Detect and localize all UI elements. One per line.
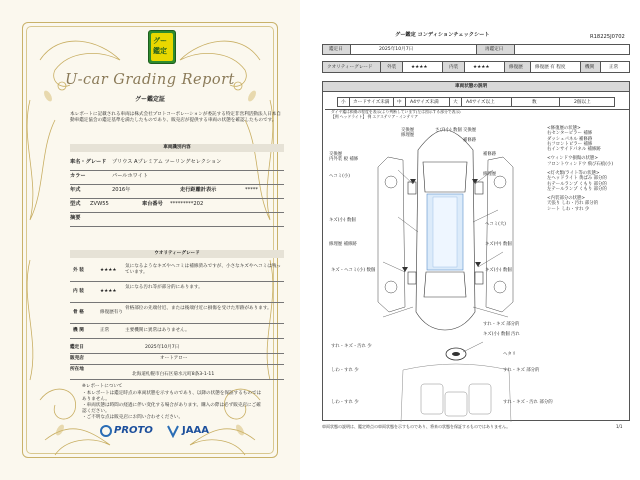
grade-stars: 修復歴有り xyxy=(100,310,123,315)
vehicle-row-value: 2016年 xyxy=(112,187,131,193)
date-row xyxy=(322,44,630,55)
page-number: 1/1 xyxy=(616,424,623,429)
interior-item: 天張り しわ・汚れ 部分的 xyxy=(547,201,599,207)
appraisal-date-row xyxy=(70,344,284,354)
damage-label: 修理歴 xyxy=(401,133,415,138)
damage-label: しわ・すれ 少 xyxy=(331,400,359,405)
dealer-row xyxy=(70,355,284,365)
size-label: 大 xyxy=(453,99,458,105)
remark-item: ・車両状態は時間の経過に伴い変化する場合があります。購入の際は必ず販売店にご確認ください。 xyxy=(82,403,261,414)
qg-label: クオリティーグレード xyxy=(327,64,373,70)
repair-label: 修復歴 xyxy=(509,64,523,70)
exterior-stars: ★★★★ xyxy=(411,64,428,70)
remark-item: ・ご不明な点は販売店にお問い合わせください。 xyxy=(82,415,184,420)
logo-text-top: グー xyxy=(153,37,167,45)
grade-key: 骨 格 xyxy=(73,310,84,315)
size-label: 中 xyxy=(397,99,402,105)
exterior-label: 外装 xyxy=(387,64,397,70)
damage-label: 交換歴 xyxy=(329,152,343,157)
remarks-heading: ※レポートについて xyxy=(82,384,123,389)
vehicle-row-key: 年式 xyxy=(70,187,81,193)
jaaa-logo-icon xyxy=(166,424,180,438)
damage-label: 補修跡 xyxy=(463,138,477,143)
certificate-title: U-car Grading Report xyxy=(65,72,235,88)
address-row xyxy=(70,366,284,380)
count-label: 数 xyxy=(532,99,537,105)
grade-stars: ★★★★ xyxy=(100,268,117,273)
damage-label: キズ(中) 数個 xyxy=(485,242,512,247)
interior-label: 内装 xyxy=(449,64,459,70)
remark-item: ・本レポートは鑑定時点の車両状態を示すものであり、以降の状態を保証するものではありません。 xyxy=(82,391,262,402)
lights-item: 左テールランプ くもり 部分的 xyxy=(547,186,607,192)
repair-item: 右インサイドパネル 補修跡 xyxy=(547,147,601,153)
grade-note: 主要機関に異常はありません。 xyxy=(125,328,190,333)
vehicle-row-key: カラー xyxy=(70,173,86,179)
size-desc: カードサイズ未満 xyxy=(353,99,390,105)
address-value: 北海道札幌市白石区菊水元町8条3-1-11 xyxy=(132,372,215,377)
appraisal-date-label: 鑑定日 xyxy=(329,47,343,52)
damage-label: 交換歴 xyxy=(463,128,477,133)
proto-logo: PROTO xyxy=(114,425,153,436)
damage-label: 修理歴 xyxy=(483,172,497,177)
vehicle-row-key: 車名・グレード xyxy=(70,159,107,165)
damage-label: 修理歴 補修跡 xyxy=(329,242,357,247)
jaaa-logo: JAAA xyxy=(182,425,209,436)
chassis-label: 車台番号 xyxy=(142,201,163,207)
repair-item: 右センターピラー 補修 xyxy=(547,131,593,137)
lights-item: 左ヘッドライト 黄ばみ 部分的 xyxy=(547,176,607,182)
notes-line2: 【例 ヘッドライト】 例 エクステリア・インテリア xyxy=(331,114,418,119)
grade-key: 機 関 xyxy=(73,328,84,333)
damage-label: ヘタリ xyxy=(503,352,517,357)
damage-label: キズ(小) 数個 汚れ xyxy=(483,332,520,337)
repair-item: ダッシュパネル 補修跡 xyxy=(547,136,593,142)
vehicle-row-value: パールホワイト xyxy=(112,173,149,179)
interior-item: シート しわ・すれ 少 xyxy=(547,206,590,212)
lights-item: 右テールランプ くもり 部分的 xyxy=(547,181,607,187)
engine-label: 機関 xyxy=(585,64,595,70)
mileage-value: ***** xyxy=(245,187,258,193)
date-label: 鑑定日 xyxy=(70,345,84,350)
damage-label: キズ(小) 数個 xyxy=(329,218,356,223)
appraisal-date: 2025年10月7日 xyxy=(379,47,414,52)
grade-row-interior xyxy=(70,283,284,303)
grade-stars: ★★★★ xyxy=(100,289,117,294)
grade-row-frame xyxy=(70,304,284,324)
notes-line1: ダイヤ鑑は損傷の程度を表示(より判断しています)左は図示する部分で表示) xyxy=(331,109,461,114)
damage-label: すれ・キズ・汚れ 少 xyxy=(331,344,372,349)
vehicle-row-value: プリウス Aプレミアム ツーリングセレクション xyxy=(112,159,222,165)
damage-label: さび(小) 数個 xyxy=(435,128,462,133)
grade-key: 内 装 xyxy=(73,289,84,294)
logo-text-bottom: 鑑定 xyxy=(153,47,167,55)
vehicle-section-heading: 車両識別内容 xyxy=(70,144,284,152)
sheet-title: グー鑑定 コンディションチェックシート xyxy=(395,32,490,38)
grade-row-exterior xyxy=(70,262,284,282)
grading-certificate xyxy=(0,0,300,480)
footer-note: 車両状態の説明は、鑑定時点の車両状態を示すものであり、将来の状態を保証するものではありません。 xyxy=(322,424,511,429)
grade-key: 外 装 xyxy=(73,268,84,273)
lights-heading: <灯火類/ライト等の状態> xyxy=(547,170,600,176)
damage-label: キズ(小) 数個 xyxy=(485,268,512,273)
vehicle-row-model xyxy=(70,200,284,213)
renewal-label: 再鑑定日 xyxy=(485,47,504,52)
damage-label: ヘコミ(小) xyxy=(329,174,350,179)
repair-value: 修復歴 有 程度 xyxy=(535,64,566,70)
interior-heading: <内装部分の状態> xyxy=(547,196,586,202)
size-desc: A4サイズ未満 xyxy=(410,99,439,105)
quality-grade-row xyxy=(322,61,630,73)
interior-stars: ★★★★ xyxy=(473,64,490,70)
damage-label: すれ・キズ 部分的 xyxy=(503,368,540,373)
grade-note: 気になる汚れ等が部分的にあります。 xyxy=(125,285,203,290)
vehicle-status-panel xyxy=(322,81,630,421)
certificate-intro: 本レポートに記載される車両は株式会社プロトコーポレーションが委託する特定非営利活動法人日本自動車鑑定協会の鑑定基準を満たしたものであり、販売店が提供する車両の状態を確認したものです。 xyxy=(70,112,281,124)
certificate-subtitle: グー鑑定証 xyxy=(134,96,165,103)
wiper-heading: <ウィンドウ損傷の状態> xyxy=(547,156,599,162)
chassis-value: *********202 xyxy=(170,201,204,207)
dealer-label: 販売店 xyxy=(70,356,84,361)
damage-label: ヘコミ(大) xyxy=(485,222,506,227)
status-heading: 車両状態の説明 xyxy=(455,84,488,89)
vehicle-row-key: 摘要 xyxy=(70,215,81,221)
goo-kantei-logo xyxy=(148,30,176,64)
size-label: 小 xyxy=(341,99,346,105)
condition-check-sheet xyxy=(300,0,640,480)
damage-label: 補修跡 xyxy=(483,152,497,157)
grade-note: 気になるようなキズやヘコミは補修済みですが、小さなキズやヘコミは残っています。 xyxy=(125,264,282,275)
grade-stars: 正常 xyxy=(100,328,110,333)
vehicle-row-year xyxy=(70,186,284,199)
damage-label: 交換歴 xyxy=(401,128,415,133)
vehicle-row-key: 型式 xyxy=(70,201,81,207)
repair-heading: <修復歴の状態> xyxy=(547,126,581,131)
date-value: 2025年10月7日 xyxy=(145,345,180,350)
damage-label: すれ・キズ 部分的 xyxy=(483,322,520,327)
grade-row-engine xyxy=(70,325,284,339)
vehicle-row-name xyxy=(70,158,284,171)
damage-label: 内外装 板 補修 xyxy=(329,157,359,162)
mileage-label: 走行距離計表示 xyxy=(180,187,217,193)
size-scale xyxy=(337,97,615,107)
sheet-code: R18225J0702 xyxy=(590,34,625,40)
proto-logo-icon xyxy=(100,425,112,437)
size-desc: A4サイズ以上 xyxy=(466,99,495,105)
count-value: 2個以上 xyxy=(574,99,591,105)
grade-section-heading: ウオリティーグレード xyxy=(70,250,284,258)
vehicle-row-remarks xyxy=(70,214,284,227)
repair-item: 右フロントピラー 補修 xyxy=(547,141,593,147)
engine-value: 正常 xyxy=(609,64,619,70)
damage-label: すれ・キズ・汚れ 部分的 xyxy=(503,400,553,405)
address-label: 所在地 xyxy=(70,367,84,372)
vehicle-row-color xyxy=(70,172,284,185)
grade-note: 骨格部位の先端付近、または後端付近に損傷を受けた形跡があります。 xyxy=(125,306,272,311)
dealer-value: オートアロー xyxy=(160,356,188,361)
vehicle-row-value: ZVW55 xyxy=(90,201,109,207)
state-notes xyxy=(547,126,627,212)
wiper-item: フロントウィンドウ 飛び石痕(小) xyxy=(547,161,614,167)
damage-label: しわ・すれ 少 xyxy=(331,368,359,373)
damage-label: キズ・ヘコミ(小) 数個 xyxy=(331,268,376,273)
